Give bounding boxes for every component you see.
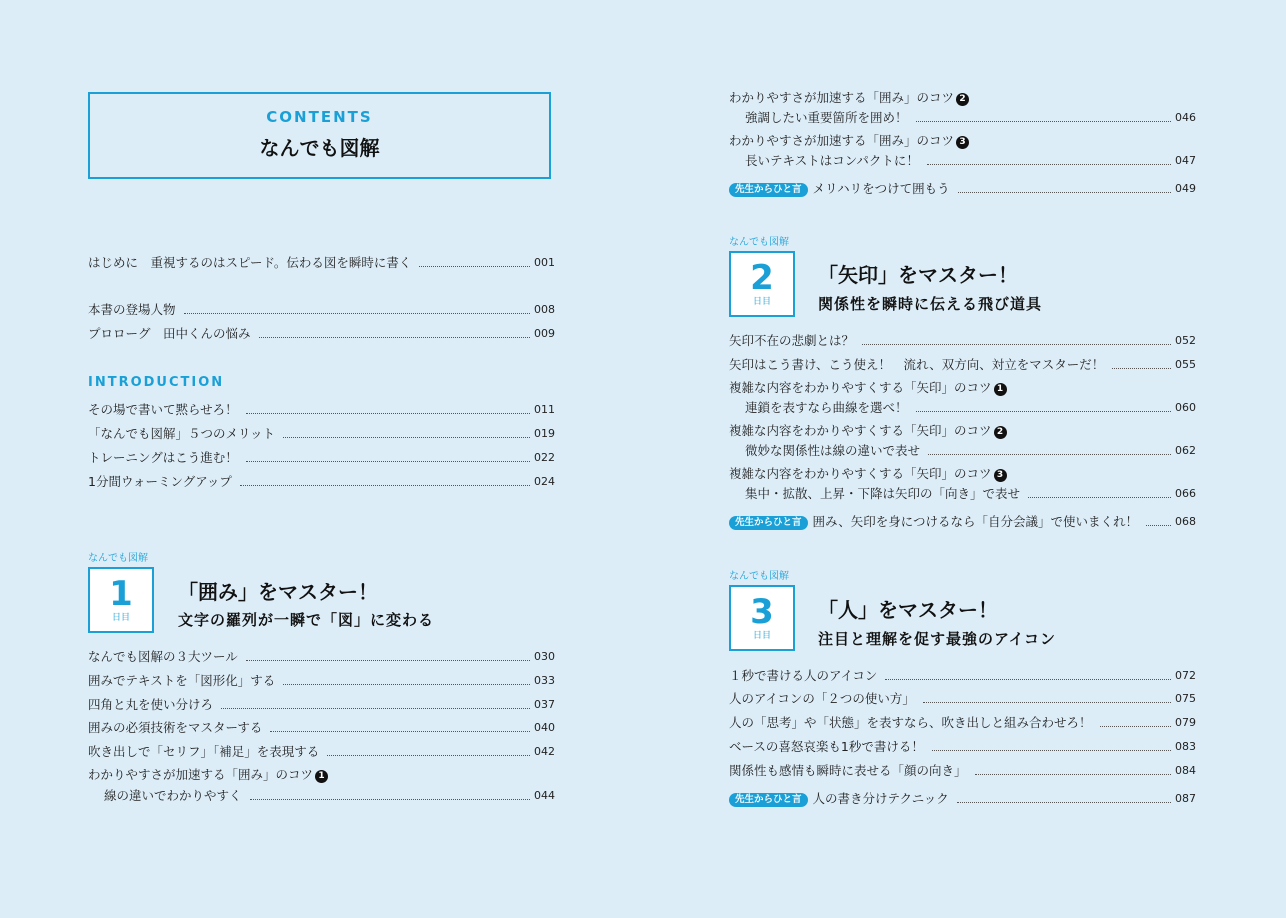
book-title: なんでも図解 (259, 136, 380, 160)
teacher-badge: 先生からひと言 (729, 793, 808, 807)
dot-leader (927, 163, 1171, 165)
toc-entry[interactable]: トレーニングはこう進む！ 022 (88, 450, 555, 465)
toc-entry[interactable]: 強調したい重要箇所を囲め！ 046 (745, 110, 1196, 125)
chapter-label: なんでも図解 (88, 553, 148, 564)
introduction-heading: INTRODUCTION (88, 375, 225, 390)
toc-entry[interactable]: 矢印不在の悲劇とは？ 052 (729, 333, 1196, 348)
toc-entry[interactable]: 長いテキストはコンパクトに！ 047 (745, 153, 1196, 168)
dot-leader (975, 773, 1171, 775)
toc-entry[interactable]: １秒で書ける人のアイコン 072 (729, 668, 1196, 683)
contents-label: CONTENTS (266, 108, 373, 126)
toc-entry[interactable]: 集中・拡散、上昇・下降は矢印の「向き」で表せ 066 (745, 486, 1196, 501)
toc-entry-head: わかりやすさが加速する「囲み」のコツ 3 (729, 133, 969, 149)
dot-leader (184, 312, 530, 314)
dot-leader (240, 484, 530, 486)
chapter-number: 1 (109, 574, 133, 614)
toc-entry[interactable]: 先生からひと言 メリハリをつけて囲もう 049 (729, 181, 1196, 197)
chapter-title: 「人」をマスター！ (818, 598, 998, 622)
chapter-subtitle: 関係性を瞬時に伝える飛び道具 (818, 295, 1043, 313)
toc-entry[interactable]: 関係性も感情も瞬時に表せる「顔の向き」 084 (729, 763, 1196, 778)
toc-entry[interactable]: 吹き出しで「セリフ」「補足」を表現する 042 (88, 744, 555, 759)
dot-leader (419, 265, 530, 267)
dot-leader (916, 120, 1171, 122)
dot-leader (270, 730, 530, 732)
dot-leader (246, 460, 530, 462)
toc-entry-head: わかりやすさが加速する「囲み」のコツ 1 (88, 767, 328, 783)
dot-leader (283, 436, 530, 438)
number-circle-icon: 3 (994, 469, 1007, 482)
toc-entry[interactable]: 連鎖を表すなら曲線を選べ！ 060 (745, 400, 1196, 415)
toc-entry[interactable]: 「なんでも図解」５つのメリット 019 (88, 426, 555, 441)
toc-entry[interactable]: プロローグ 田中くんの悩み 009 (88, 326, 555, 341)
toc-entry[interactable]: その場で書いて黙らせろ！ 011 (88, 402, 555, 417)
toc-entry-head: 複雑な内容をわかりやすくする「矢印」のコツ 2 (729, 423, 1007, 439)
chapter-title: 「矢印」をマスター！ (818, 263, 1018, 287)
number-circle-icon: 2 (956, 93, 969, 106)
chapter-number-box (729, 251, 795, 317)
number-circle-icon: 2 (994, 426, 1007, 439)
dot-leader (958, 191, 1171, 193)
dot-leader (246, 412, 530, 414)
chapter-day: 日目 (111, 613, 130, 623)
dot-leader (862, 343, 1171, 345)
dot-leader (957, 801, 1171, 803)
dot-leader (923, 701, 1171, 703)
chapter-number: 2 (750, 258, 774, 298)
dot-leader (916, 410, 1171, 412)
chapter-title: 「囲み」をマスター！ (178, 580, 378, 604)
dot-leader (283, 683, 530, 685)
chapter-subtitle: 注目と理解を促す最強のアイコン (818, 630, 1057, 648)
dot-leader (259, 336, 530, 338)
chapter-subtitle: 文字の羅列が一瞬で「図」に変わる (178, 611, 435, 629)
toc-entry-head: 複雑な内容をわかりやすくする「矢印」のコツ 3 (729, 466, 1007, 482)
toc-entry[interactable]: 人のアイコンの「２つの使い方」 075 (729, 691, 1196, 706)
dot-leader (246, 659, 530, 661)
toc-entry[interactable]: 先生からひと言 囲み、矢印を身につけるなら「自分会議」で使いまくれ！ 068 (729, 514, 1196, 530)
dot-leader (885, 678, 1171, 680)
toc-entry[interactable]: 囲みの必須技術をマスターする 040 (88, 720, 555, 735)
dot-leader (932, 749, 1171, 751)
dot-leader (1146, 524, 1171, 526)
dot-leader (1112, 367, 1171, 369)
chapter-number-box (729, 585, 795, 651)
chapter-label: なんでも図解 (729, 571, 789, 582)
chapter-day: 日目 (752, 297, 771, 307)
number-circle-icon: 3 (956, 136, 969, 149)
number-circle-icon: 1 (315, 770, 328, 783)
teacher-badge: 先生からひと言 (729, 516, 808, 530)
toc-entry[interactable]: 微妙な関係性は線の違いで表せ 062 (745, 443, 1196, 458)
toc-entry[interactable]: 四角と丸を使い分けろ 037 (88, 697, 555, 712)
chapter-number-box (88, 567, 154, 633)
dot-leader (250, 798, 530, 800)
dot-leader (928, 453, 1171, 455)
toc-entry[interactable]: 矢印はこう書け、こう使え！ 流れ、双方向、対立をマスターだ！ 055 (729, 357, 1196, 372)
toc-entry[interactable]: 先生からひと言 人の書き分けテクニック 087 (729, 791, 1196, 807)
toc-entry[interactable]: 1分間ウォーミングアップ 024 (88, 474, 555, 489)
contents-header-box (88, 92, 551, 179)
toc-entry[interactable]: ベースの喜怒哀楽も1秒で書ける！ 083 (729, 739, 1196, 754)
teacher-badge: 先生からひと言 (729, 183, 808, 197)
chapter-day: 日目 (752, 631, 771, 641)
chapter-number: 3 (750, 592, 774, 632)
dot-leader (327, 754, 530, 756)
toc-entry[interactable]: はじめに 重視するのはスピード。伝わる図を瞬時に書く 001 (88, 255, 555, 270)
toc-entry[interactable]: 本書の登場人物 008 (88, 302, 555, 317)
number-circle-icon: 1 (994, 383, 1007, 396)
toc-entry[interactable]: 人の「思考」や「状態」を表すなら、吹き出しと組み合わせろ！ 079 (729, 715, 1196, 730)
toc-entry[interactable]: なんでも図解の３大ツール 030 (88, 649, 555, 664)
toc-entry[interactable]: 線の違いでわかりやすく 044 (104, 788, 555, 803)
dot-leader (1028, 496, 1171, 498)
toc-entry[interactable]: 囲みでテキストを「図形化」する 033 (88, 673, 555, 688)
toc-entry-head: わかりやすさが加速する「囲み」のコツ 2 (729, 90, 969, 106)
dot-leader (221, 707, 530, 709)
dot-leader (1100, 725, 1171, 727)
toc-entry-head: 複雑な内容をわかりやすくする「矢印」のコツ 1 (729, 380, 1007, 396)
chapter-label: なんでも図解 (729, 237, 789, 248)
